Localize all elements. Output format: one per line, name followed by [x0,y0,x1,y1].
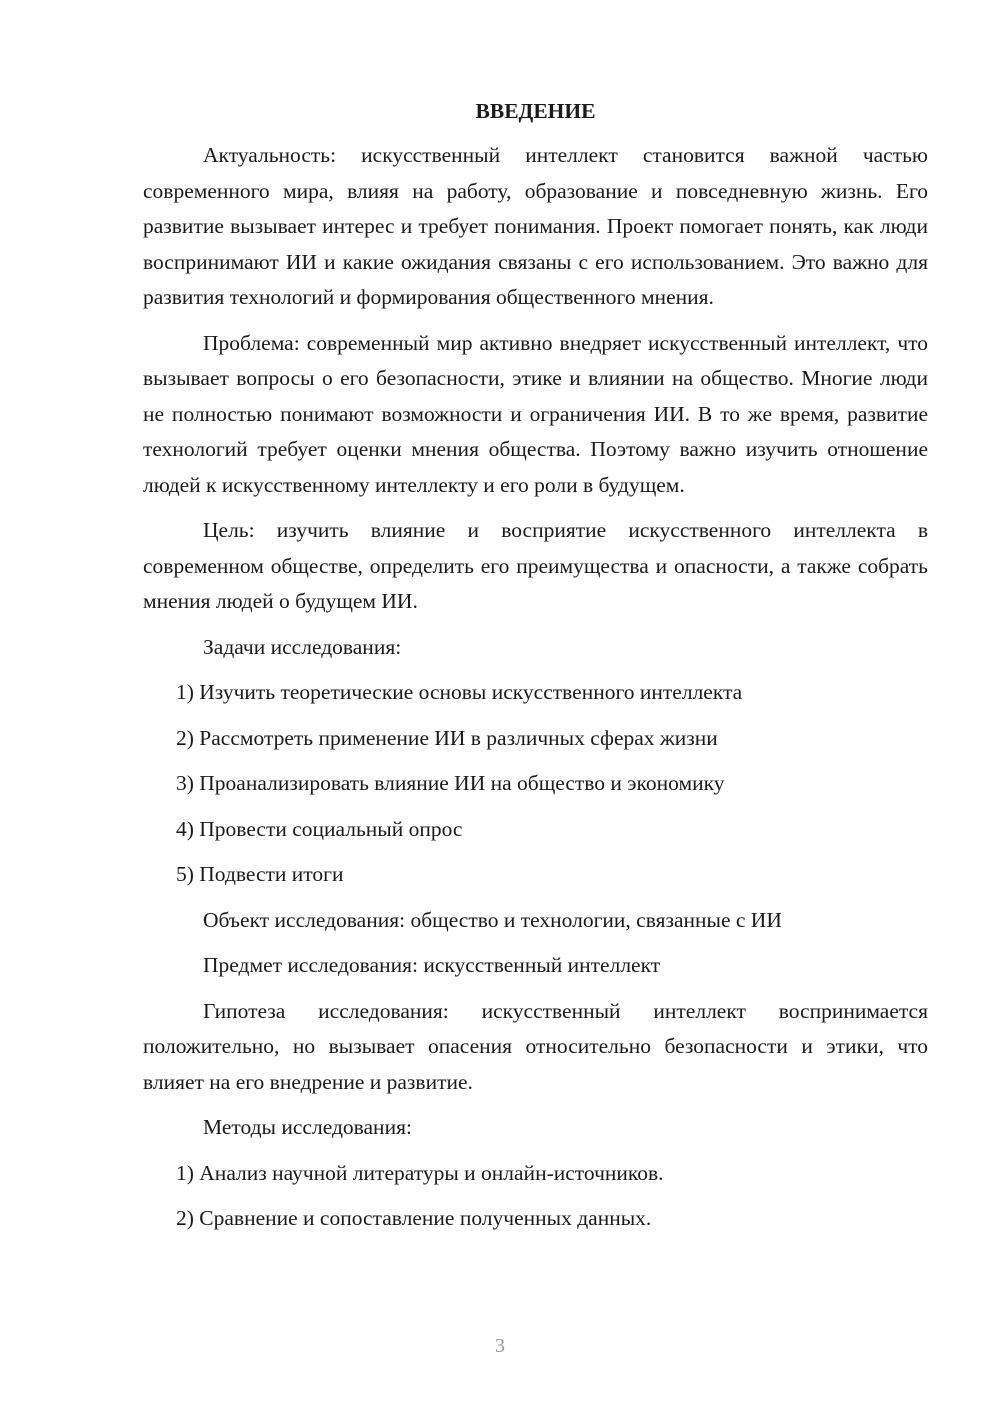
document-page [143,94,928,1247]
section-title: ВВЕДЕНИЕ [475,99,596,123]
list-item: 4) Провести социальный опрос [176,816,463,841]
subject-line: Предмет исследования: искусственный интеллект [203,953,661,977]
goal-paragraph: Цель: изучить влияние и восприятие искусственного интеллекта в современном обществе, определить его преимущества и опасности, а также собрать мнения людей о будущем ИИ. [143,518,928,613]
list-item: 2) Сравнение и сопоставление полученных данных. [176,1206,652,1230]
relevance-paragraph: Актуальность: искусственный интеллект становится важной частью современного мира, влияя на работу, образование и повседневную жизнь. Его развитие вызывает интерес и требует понимания. Проект помогает понять, как люди воспринимают ИИ и какие ожидания связаны с его использованием. Это важно для развития технологий и формирования общественного мнения. [143,143,928,309]
methods-heading: Методы исследования: [203,1115,412,1139]
tasks-heading: Задачи исследования: [203,634,402,659]
tasks-list [143,675,928,893]
problem-paragraph: Проблема: современный мир активно внедряет искусственный интеллект, что вызывает вопросы о его безопасности, этике и влиянии на общество. Многие люди не полностью понимают возможности и ограничения ИИ. В то же время, развитие технологий требует оценки мнения общества. Поэтому важно изучить отношение людей к искусственному интеллекту и его роли в будущем. [143,330,928,497]
list-item: 1) Изучить теоретические основы искусственного интеллекта [176,680,743,704]
hypothesis-paragraph: Гипотеза исследования: искусственный интеллект воспринимается положительно, но вызывает опасения относительно безопасности и этики, что влияет на его внедрение и развитие. [143,998,928,1094]
methods-list [143,1156,928,1237]
list-item: 3) Проанализировать влияние ИИ на общество и экономику [176,771,725,795]
list-item: 5) Подвести итоги [176,862,344,886]
list-item: 2) Рассмотреть применение ИИ в различных сферах жизни [176,725,718,750]
list-item: 1) Анализ научной литературы и онлайн-источников. [176,1160,664,1185]
page-number: 3 [495,1335,505,1357]
object-line: Объект исследования: общество и технологии, связанные с ИИ [203,907,782,932]
